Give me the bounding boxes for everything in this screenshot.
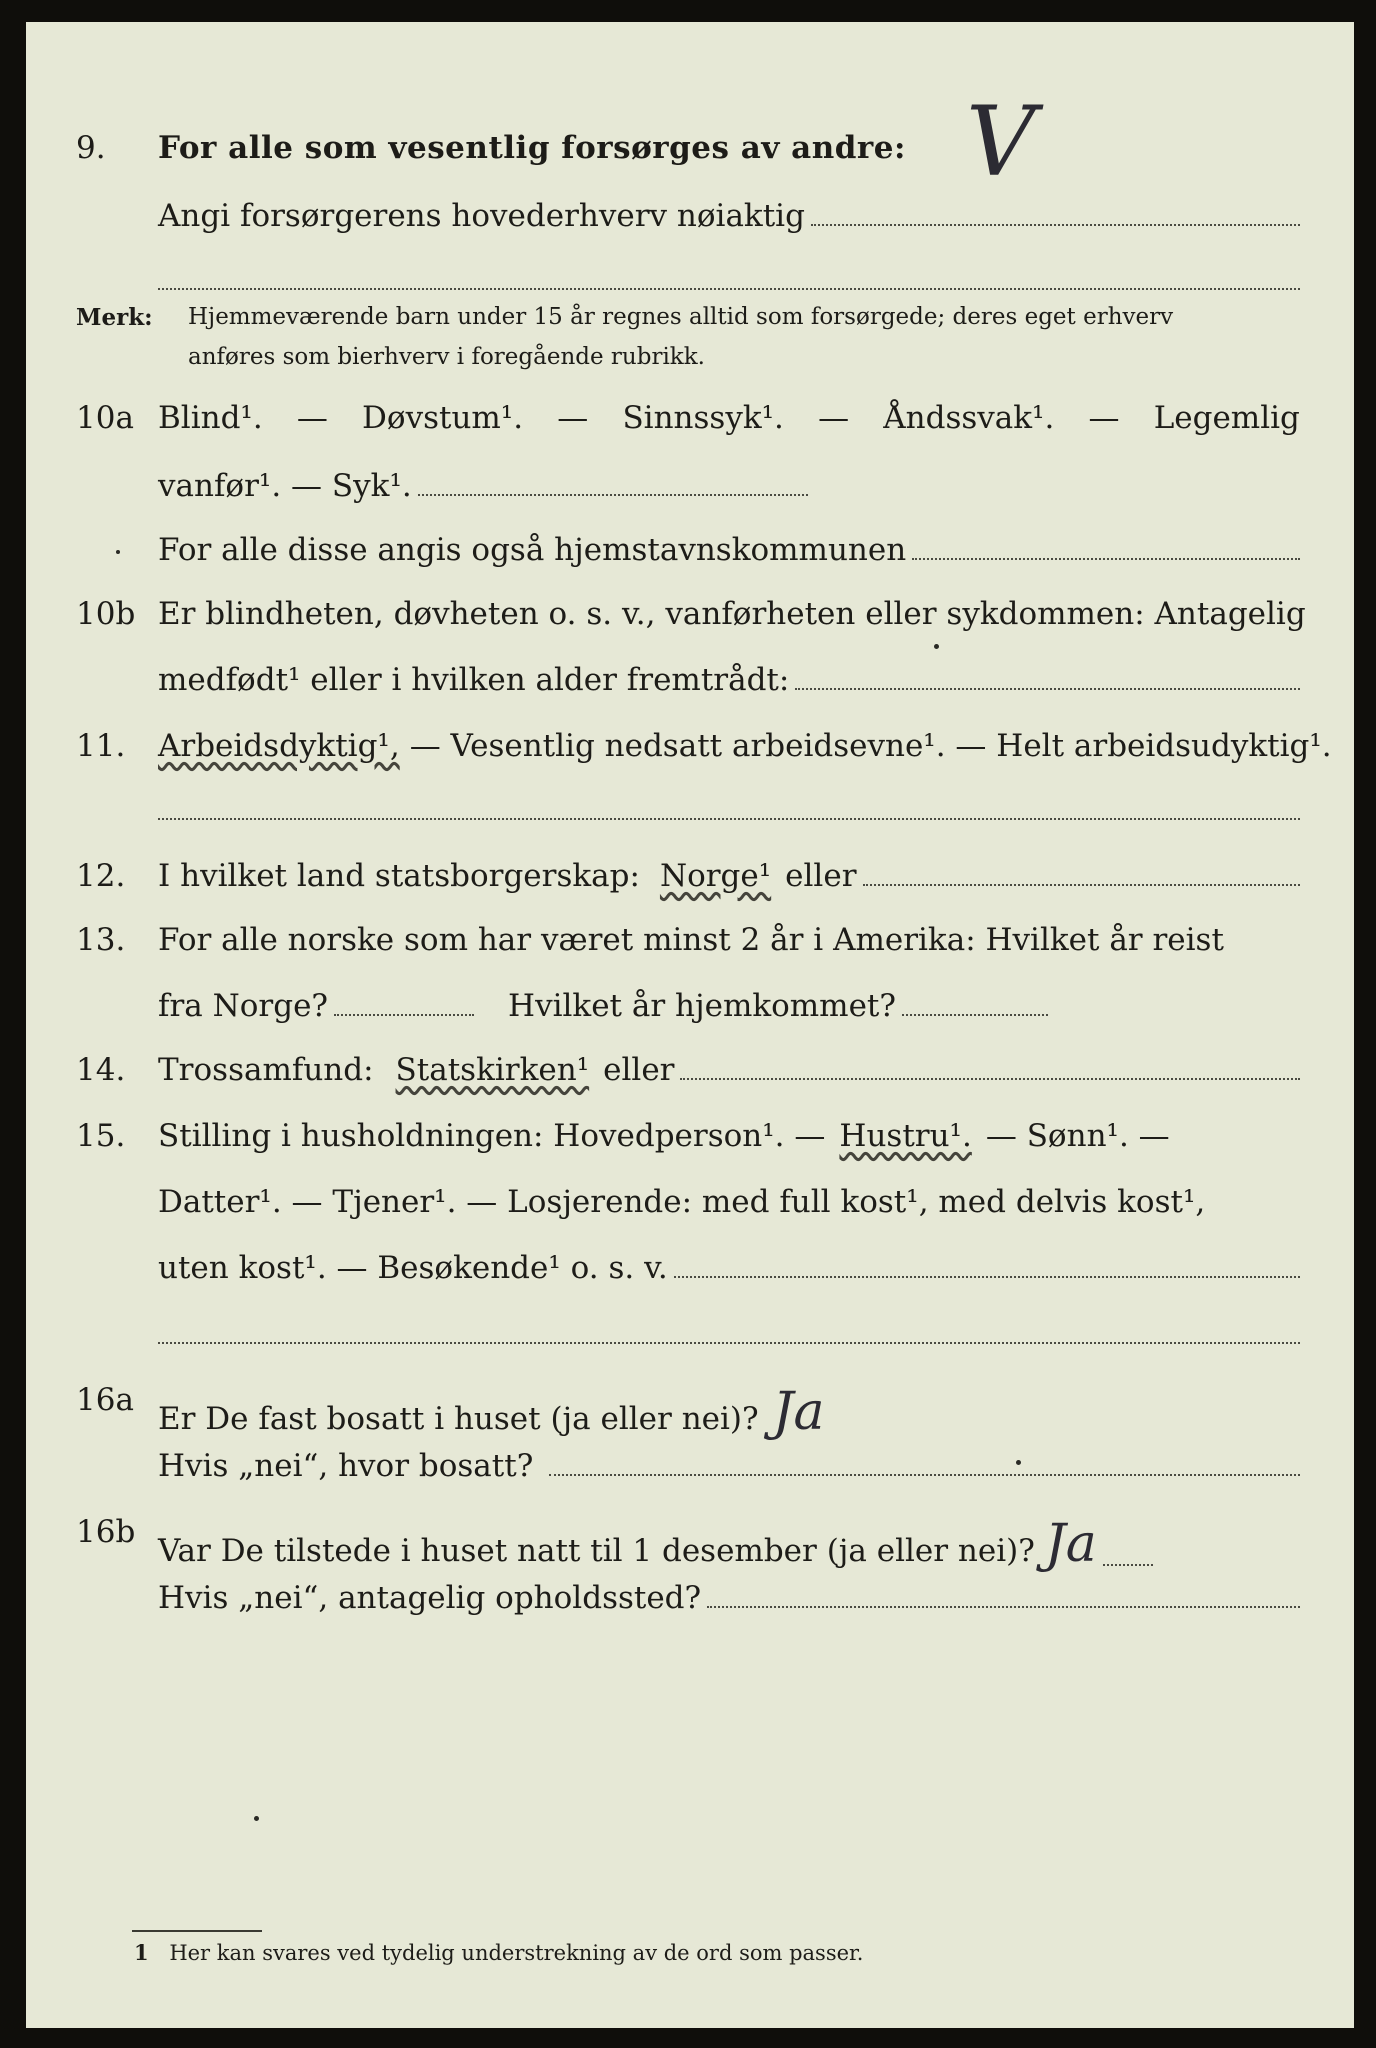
answer-line[interactable] — [418, 494, 808, 496]
question-number: 10a — [76, 400, 134, 436]
census-form-page — [26, 22, 1354, 2028]
note-text: anføres som bierhverv i foregående rubrikk. — [188, 344, 705, 370]
answer-line[interactable] — [902, 1014, 1048, 1016]
question-text: Var De tilstede i huset natt til 1 desember (ja eller nei)? — [158, 1533, 1035, 1569]
note-label: Merk: — [76, 304, 153, 331]
footnote — [134, 1940, 863, 1965]
question-options[interactable]: Datter¹. — Tjener¹. — Losjerende: med full kost¹, med delvis kost¹, — [158, 1184, 1206, 1220]
question-number: 13. — [76, 922, 126, 958]
answer-line[interactable] — [912, 558, 1300, 560]
dash: — — [557, 400, 589, 436]
question-number: 9. — [76, 130, 106, 166]
question-number: 12. — [76, 858, 126, 894]
answer-line[interactable] — [680, 1078, 1300, 1080]
dash: — — [296, 400, 328, 436]
answer-line[interactable] — [707, 1606, 1300, 1608]
question-text: eller — [603, 1052, 675, 1088]
footnote-mark: 1 — [134, 1940, 149, 1965]
question-text: For alle disse angis også hjemstavnskommunen — [158, 532, 907, 568]
option-legemlig[interactable]: Legemlig — [1153, 400, 1300, 436]
footnote-rule — [132, 1930, 262, 1932]
footnote-text: Her kan svares ved tydelig understrekning av de ord som passer. — [169, 1941, 864, 1965]
handwritten-answer[interactable]: Ja — [772, 1382, 825, 1442]
answer-line[interactable] — [334, 1014, 474, 1016]
question-text: For alle norske som har været minst 2 år i Amerika: Hvilket år reist — [158, 922, 1224, 958]
option-hustru-underlined[interactable]: Hustru¹. — [839, 1118, 972, 1154]
question-text: eller — [785, 858, 857, 894]
option-norge-underlined[interactable]: Norge¹ — [659, 858, 772, 894]
dash: — — [818, 400, 850, 436]
ink-speck — [254, 1816, 259, 1821]
option-andssvak[interactable]: Åndssvak¹. — [883, 400, 1055, 436]
question-text: I hvilket land statsborgerskap: — [158, 858, 640, 894]
answer-line[interactable] — [863, 884, 1300, 886]
question-options[interactable]: uten kost¹. — Besøkende¹ o. s. v. — [158, 1250, 668, 1286]
option-blind[interactable]: Blind¹. — [158, 400, 263, 436]
question-text: Trossamfund: — [158, 1052, 374, 1088]
question-text: Angi forsørgerens hovederhverv nøiaktig — [158, 198, 805, 234]
question-text: Hvis „nei“, antagelig opholdssted? — [158, 1580, 702, 1616]
dash: — — [1088, 400, 1120, 436]
answer-line[interactable] — [158, 1342, 1300, 1344]
handwritten-check-mark: V — [966, 86, 1036, 198]
answer-line[interactable] — [674, 1276, 1300, 1278]
ink-speck — [934, 644, 939, 649]
option-statskirken-underlined[interactable]: Statskirken¹ — [395, 1052, 590, 1088]
question-number: 15. — [76, 1118, 126, 1154]
question-number: 11. — [76, 728, 126, 764]
note-text: Hjemmeværende barn under 15 år regnes alltid som forsørgede; deres eget erhverv — [188, 304, 1174, 330]
handwritten-answer[interactable]: Ja — [1044, 1514, 1097, 1574]
question-text: For alle som vesentlig forsørges av andre: — [158, 130, 906, 166]
question-text: Hvis „nei“, hvor bosatt? — [158, 1448, 534, 1484]
question-options[interactable]: — Sønn¹. — — [985, 1118, 1170, 1154]
question-text: Er blindheten, døvheten o. s. v., vanførheten eller sykdommen: Antagelig — [158, 596, 1306, 632]
question-options[interactable]: Stilling i husholdningen: Hovedperson¹. — — [158, 1118, 826, 1154]
question-number: 10b — [76, 596, 136, 632]
answer-line[interactable] — [549, 1474, 1300, 1476]
question-text: fra Norge? — [158, 988, 329, 1024]
answer-line[interactable] — [1103, 1564, 1153, 1566]
answer-line[interactable] — [158, 288, 1300, 290]
question-number: 14. — [76, 1052, 126, 1088]
ink-speck — [116, 550, 120, 554]
ink-speck — [1016, 1460, 1021, 1465]
question-options[interactable]: — Vesentlig nedsatt arbeidsevne¹. — Helt arbeidsudyktig¹. — [409, 728, 1332, 764]
option-dovstum[interactable]: Døvstum¹. — [362, 400, 524, 436]
option-arbeidsdyktig-underlined[interactable]: Arbeidsdyktig¹, — [158, 728, 400, 764]
question-number: 16b — [76, 1514, 136, 1550]
question-number: 16a — [76, 1382, 134, 1418]
answer-line[interactable] — [795, 688, 1300, 690]
answer-line[interactable] — [158, 818, 1300, 820]
question-text: Er De fast bosatt i huset (ja eller nei)? — [158, 1401, 759, 1437]
answer-line[interactable] — [811, 224, 1300, 226]
option-vanfor-syk[interactable]: vanfør¹. — Syk¹. — [158, 468, 412, 504]
question-text: Hvilket år hjemkommet? — [508, 988, 897, 1024]
option-sinnssyk[interactable]: Sinnssyk¹. — [622, 400, 784, 436]
question-text: medfødt¹ eller i hvilken alder fremtrådt: — [158, 662, 790, 698]
